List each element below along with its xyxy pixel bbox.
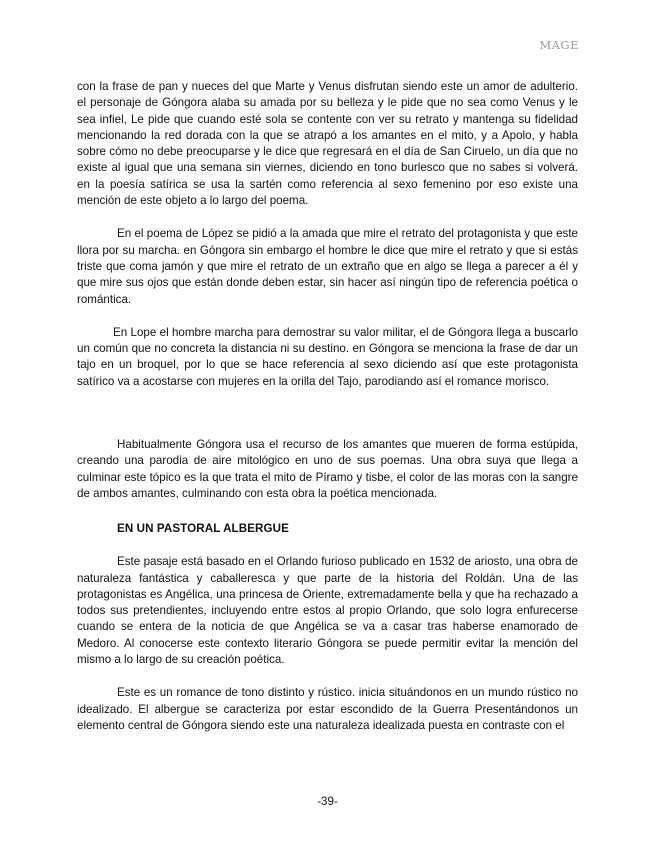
header-mark: MAGE bbox=[539, 38, 579, 52]
page-body bbox=[77, 79, 578, 734]
paragraph-6: Este es un romance de tono distinto y rústico. inicia situándonos en un mundo rústico no idealizado. El albergue se caracteriza por estar escondido de la Guerra Presentándonos un elemento central de Góngora siendo este una naturaleza idealizada puesta en contraste con el bbox=[77, 686, 578, 732]
section-heading: EN UN PASTORAL ALBERGUE bbox=[117, 522, 289, 536]
page-number: -39- bbox=[317, 795, 338, 808]
paragraph-5: Este pasaje está basado en el Orlando furioso publicado en 1532 de ariosto, una obra de naturaleza fantástica y caballeresca y que parte de la historia del Roldán. Una de las protagonistas es Angélica, una princesa de Oriente, extremadamente bella y que ha rechazado a todos sus pretendientes, incluyendo entre estos al propio Orlando, que solo logra enfurecerse cuando se entera de la noticia de que Angélica se va a casar tras haberse enamorado de Medoro. Al conocerse este contexto literario Góngora se puede permitir evitar la mención del mismo a lo largo de su creación poética. bbox=[77, 555, 578, 667]
paragraph-1: con la frase de pan y nueces del que Marte y Venus disfrutan siendo este un amor de adulterio. el personaje de Góngora alaba su amada por su belleza y le pide que no sea como Venus y le sea infiel, Le pide que cuando esté sola se contente con ver su retrato y mantenga su fidelidad mencionando la red dorada con la que se atrapó a los amantes en el mito, y a Apolo, y habla sobre cómo no debe preocuparse y le dice que regresará en el día de San Ciruelo, un día que no existe al igual que una semana sin viernes, diciendo en tono burlesco que no sabes si volverá. en la poesía satírica se usa la sartén como referencia al sexo femenino por eso existe una mención de este objeto a lo largo del poema. bbox=[77, 80, 578, 208]
paragraph-4: Habitualmente Góngora usa el recurso de los amantes que mueren de forma estúpida, creando una parodia de aire mitológico en uno de sus poemas. Una obra suya que llega a culminar este tópico es la que trata el mito de Píramo y tisbe, el color de las moras con la sangre de ambos amantes, culminando con esta obra la poética mencionada. bbox=[77, 438, 578, 500]
paragraph-2: En el poema de López se pidió a la amada que mire el retrato del protagonista y que este llora por su marcha. en Góngora sin embargo el hombre le dice que mire el retrato y que si estás triste que coma jamón y que mire el retrato de un extraño que en algo se llega a parecer a él y que mire sus ojos que están donde deben estar, sin hacer así ningún tipo de referencia poética o romántica. bbox=[77, 227, 578, 306]
paragraph-3: En Lope el hombre marcha para demostrar su valor militar, el de Góngora llega a buscarlo un común que no concreta la distancia ni su destino. en Góngora se menciona la frase de dar un tajo en un broquel, por lo que se hace referencia al sexo diciendo así que este protagonista satírico va a acostarse con mujeres en la orilla del Tajo, parodiando así el romance morisco. bbox=[77, 325, 578, 388]
